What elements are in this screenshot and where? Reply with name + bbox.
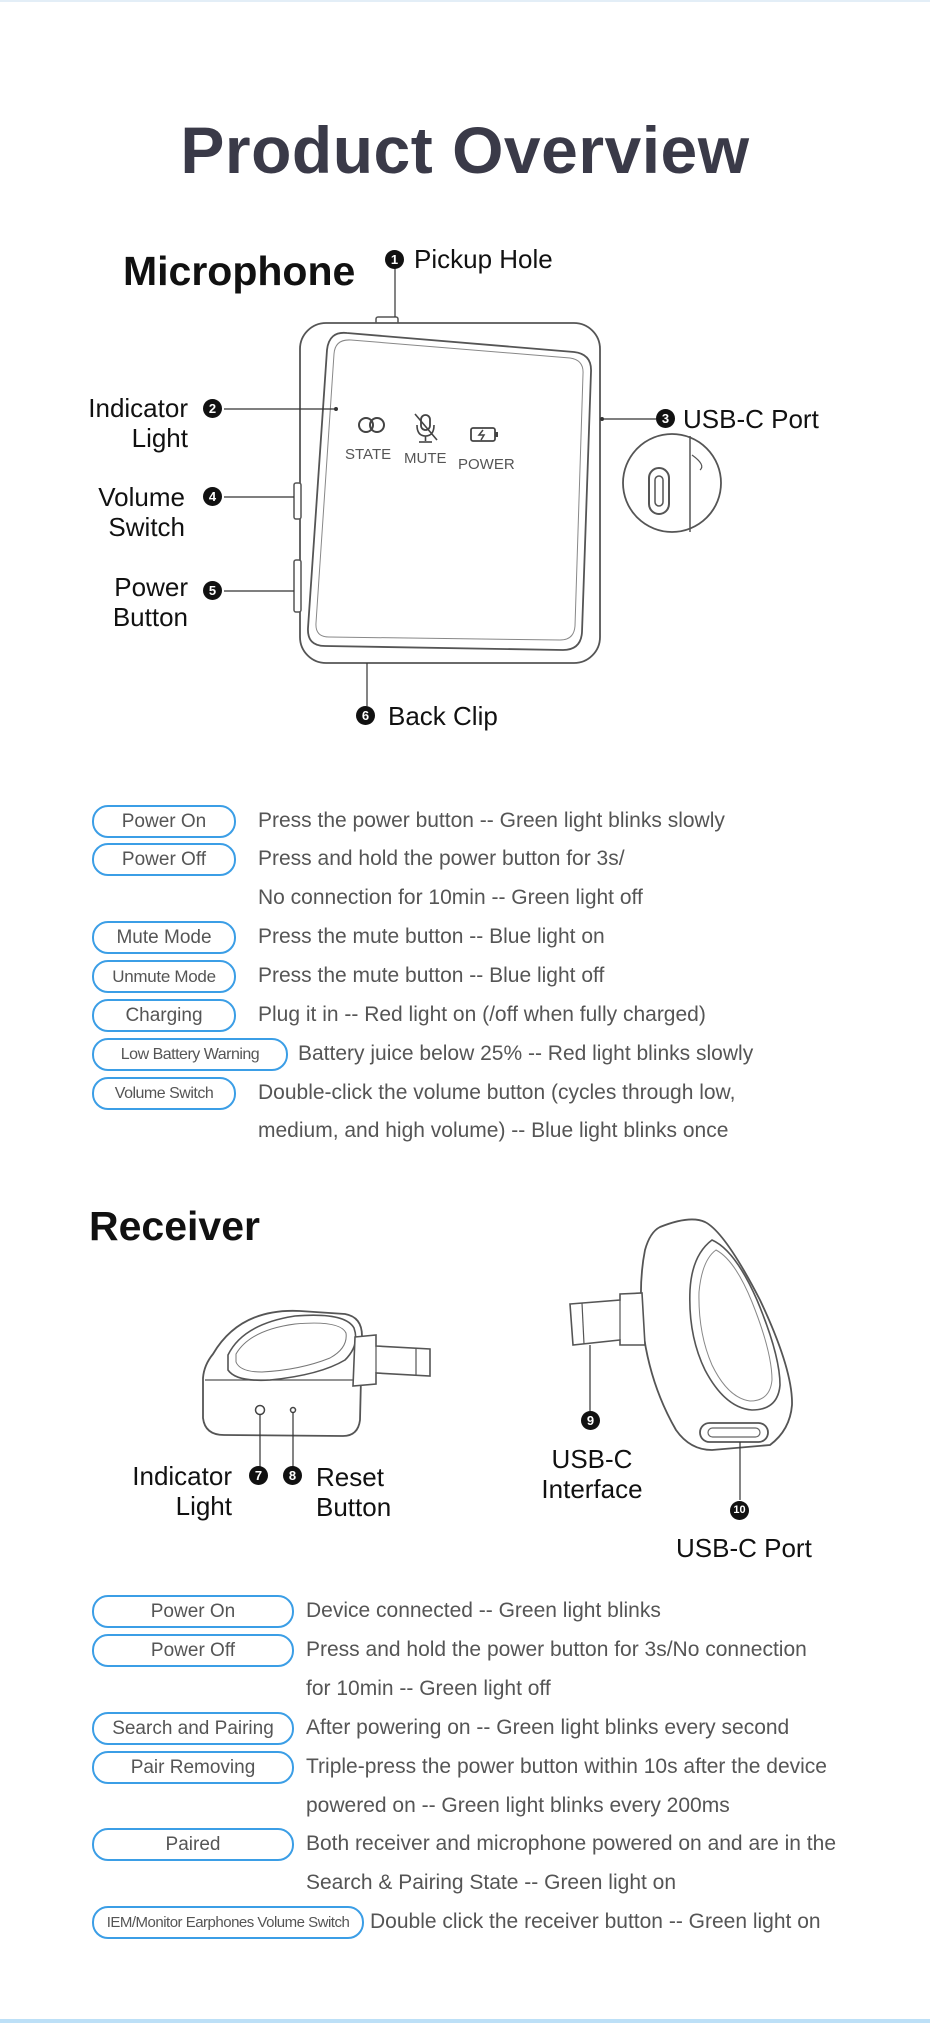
callout-number-2: 2 <box>203 399 222 418</box>
function-row-search-and-pairing <box>0 1708 930 1747</box>
screen-label-power: POWER <box>458 456 515 473</box>
function-description: Battery juice below 25% -- Red light blinks slowly <box>298 1042 754 1065</box>
function-badge: Charging <box>92 999 236 1032</box>
function-description: Double-click the volume button (cycles through low, <box>258 1081 736 1104</box>
label-line: Light <box>175 1491 232 1521</box>
screen-label-state: STATE <box>345 446 392 463</box>
function-badge: Paired <box>92 1828 294 1861</box>
function-row-paired <box>0 1824 930 1863</box>
screen-label-mute: MUTE <box>404 450 447 467</box>
microphone-section-title: Microphone <box>123 248 356 294</box>
function-badge: Pair Removing <box>92 1751 294 1784</box>
label-line: USB-C <box>551 1444 633 1474</box>
function-description: Press the mute button -- Blue light off <box>258 964 605 987</box>
function-badge: Search and Pairing <box>92 1712 294 1745</box>
page-title: Product Overview <box>180 113 750 187</box>
function-description: Device connected -- Green light blinks <box>306 1599 661 1622</box>
function-badge: Mute Mode <box>92 921 236 954</box>
callout-number-10: 10 <box>730 1501 749 1520</box>
function-row-power-on <box>0 1591 930 1630</box>
function-description: Press the mute button -- Blue light on <box>258 925 605 948</box>
callout-label-pickup-hole: Pickup Hole <box>414 244 553 274</box>
callout-number-9: 9 <box>581 1411 600 1430</box>
function-badge: Power On <box>92 1595 294 1628</box>
bottom-divider <box>0 2019 930 2023</box>
function-description: Press and hold the power button for 3s/ <box>258 847 625 870</box>
function-description-continued: for 10min -- Green light off <box>306 1677 551 1700</box>
callout-label-usb-c-port: USB-C Port <box>676 1533 812 1563</box>
callout-number-7: 7 <box>249 1466 268 1485</box>
function-description: Double click the receiver button -- Green light on <box>370 1910 821 1933</box>
label-line: Button <box>316 1492 392 1522</box>
function-description: Both receiver and microphone powered on and are in the <box>306 1832 837 1855</box>
function-description-continued: medium, and high volume) -- Blue light blinks once <box>258 1119 729 1142</box>
callout-number-1: 1 <box>385 250 404 269</box>
function-row-iem-volume-switch <box>0 1902 930 1941</box>
label-line: Switch <box>108 512 185 542</box>
function-description: Triple-press the power button within 10s after the device <box>306 1755 827 1778</box>
callout-label-indicator-light <box>100 1461 232 1521</box>
function-row-pair-removing <box>0 1747 930 1786</box>
function-badge: IEM/Monitor Earphones Volume Switch <box>92 1906 364 1939</box>
callout-label-usb-c-interface <box>530 1444 654 1504</box>
label-line: Volume <box>98 482 185 512</box>
label-line: Indicator <box>88 393 188 423</box>
callout-number-6: 6 <box>356 706 375 725</box>
function-badge: Unmute Mode <box>92 960 236 993</box>
function-badge: Power Off <box>92 843 236 876</box>
function-description: After powering on -- Green light blinks every second <box>306 1716 790 1739</box>
function-badge: Volume Switch <box>92 1077 236 1110</box>
callout-label-usb-c-port: USB-C Port <box>683 404 819 434</box>
function-badge: Power Off <box>92 1634 294 1667</box>
callout-number-4: 4 <box>203 487 222 506</box>
function-description-continued: Search & Pairing State -- Green light on <box>306 1871 677 1894</box>
function-description: Press the power button -- Green light blinks slowly <box>258 809 725 832</box>
label-line: Reset <box>316 1462 384 1492</box>
label-line: Light <box>131 423 188 453</box>
callout-number-8: 8 <box>283 1466 302 1485</box>
callout-number-5: 5 <box>203 581 222 600</box>
function-badge: Low Battery Warning <box>92 1038 288 1071</box>
callout-label-reset-button <box>316 1462 391 1522</box>
function-description: Plug it in -- Red light on (/off when fully charged) <box>258 1003 706 1026</box>
label-line: Indicator <box>132 1461 232 1491</box>
label-line: Interface <box>541 1474 643 1504</box>
function-description-continued: powered on -- Green light blinks every 200ms <box>306 1794 730 1817</box>
callout-number-3: 3 <box>656 409 675 428</box>
callout-label-back-clip: Back Clip <box>388 701 498 731</box>
function-badge: Power On <box>92 805 236 838</box>
receiver-section-title: Receiver <box>89 1203 260 1249</box>
label-line: Power <box>114 572 188 602</box>
function-description: Press and hold the power button for 3s/No connection <box>306 1638 807 1661</box>
label-line: Button <box>112 602 188 632</box>
function-description-continued: No connection for 10min -- Green light off <box>258 886 643 909</box>
function-row-power-off <box>0 1630 930 1669</box>
